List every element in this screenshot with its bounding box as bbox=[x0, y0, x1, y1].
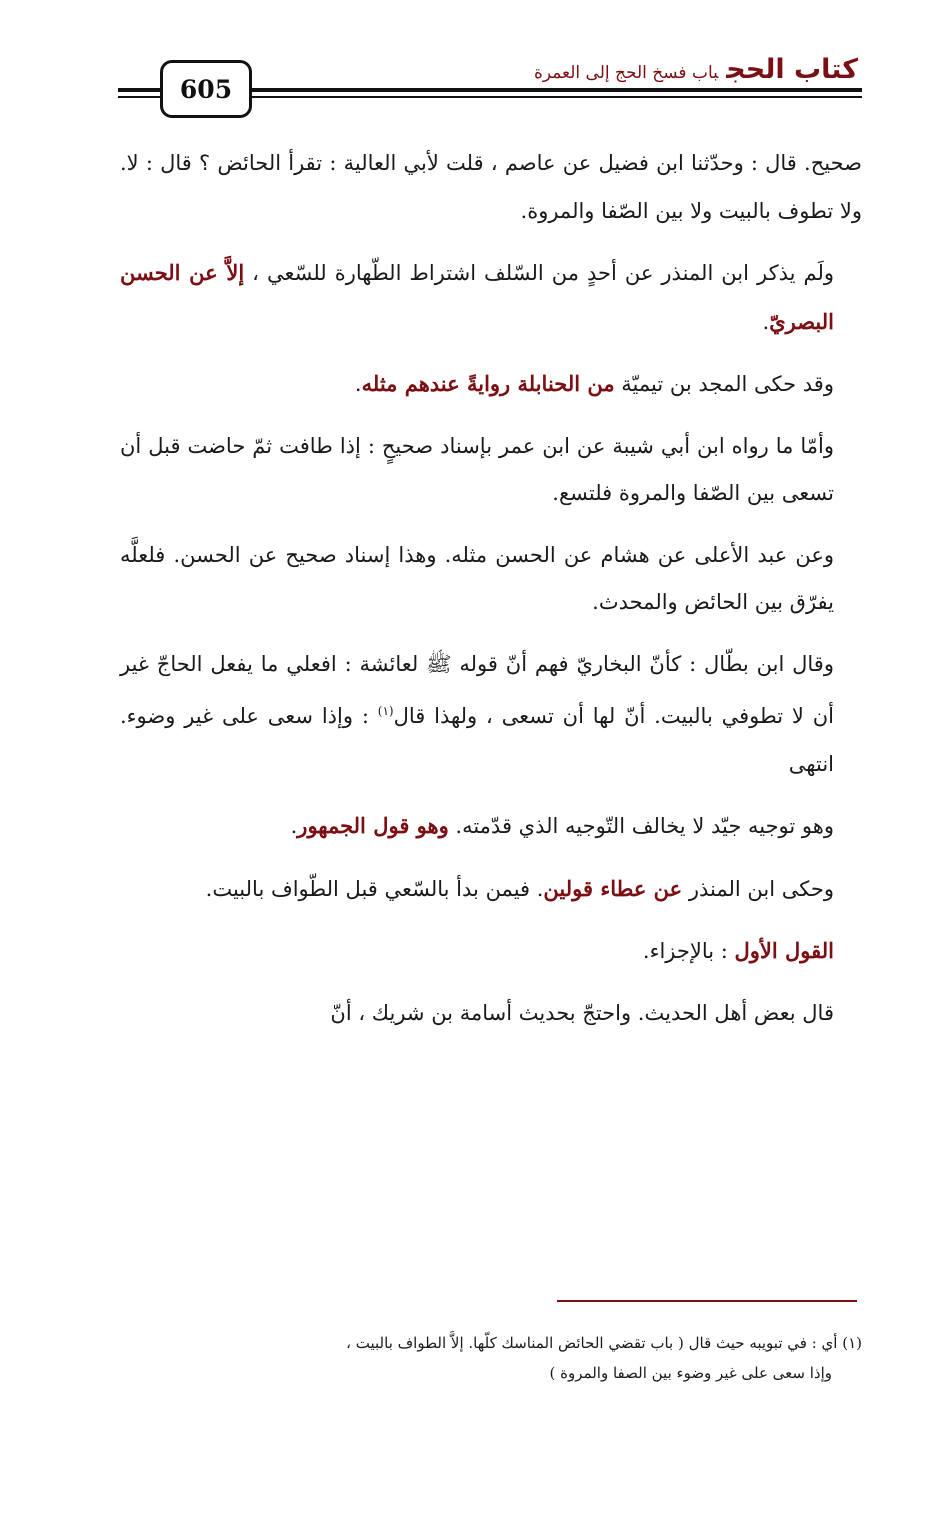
paragraph-5: وعن عبد الأعلى عن هشام عن الحسن مثله. وهذا إسناد صحيح عن الحسن. فلعلَّه يفرّق بين الحائض والمحدث. bbox=[120, 542, 834, 614]
paragraph-8-highlight: عن عطاء قولين bbox=[543, 875, 683, 901]
paragraph-7-highlight: وهو قول الجمهور bbox=[297, 813, 449, 838]
paragraph-8-text: وحكى ابن المنذر bbox=[682, 876, 834, 901]
paragraph-8 bbox=[120, 865, 862, 914]
footnote bbox=[120, 1328, 862, 1388]
paragraph-7 bbox=[120, 802, 862, 851]
paragraph-6-text: وقال ابن بطّال : كأنّ البخاريّ فهم أنّ قوله ﷺ لعائشة : افعلي ما يفعل الحاجّ غير أن لا تطوفي بالبيت. أنّ لها أن تسعى ، ولهذا قال bbox=[120, 651, 834, 728]
paragraph-8-end: . فيمن بدأ بالسّعي قبل الطّواف بالبيت. bbox=[205, 876, 544, 901]
chapter-title: باب فسخ الحج إلى العمرة bbox=[533, 63, 719, 83]
paragraph-7-text: وهو توجيه جيّد لا يخالف التّوجيه الذي قدّمته. bbox=[448, 814, 834, 838]
paragraph-2-end: . bbox=[762, 309, 770, 334]
paragraph-3-text: وقد حكى المجد بن تيميّة bbox=[614, 372, 834, 396]
main-text bbox=[120, 140, 862, 1051]
footnote-line-1: (١) أي : في تبويبه حيث قال ( باب تقضي الحائض المناسك كلّها. إلاَّ الطواف بالبيت ، bbox=[346, 1334, 862, 1352]
page-header bbox=[118, 48, 862, 128]
paragraph-9-text: : بالإجزاء. bbox=[642, 939, 735, 963]
paragraph-7-end: . bbox=[290, 814, 298, 838]
footnote-separator bbox=[557, 1300, 857, 1302]
paragraph-3-highlight: من الحنابلة روايةً عندهم مثله bbox=[361, 371, 615, 396]
paragraph-3-end: . bbox=[354, 372, 362, 396]
paragraph-1: صحيح. قال : وحدّثنا ابن فضيل عن عاصم ، قلت لأبي العالية : تقرأ الحائض ؟ قال : لا. ولا تطوف بالبيت ولا بين الصّفا والمروة. bbox=[120, 151, 862, 223]
paragraph-9-highlight: القول الأول bbox=[734, 938, 834, 963]
footnote-marker[interactable]: (١) bbox=[377, 704, 394, 718]
paragraph-2-text: ولَم يذكر ابن المنذر عن أحدٍ من السّلف اشتراط الطّهارة للسّعي ، bbox=[244, 261, 834, 285]
header-titles bbox=[534, 54, 858, 85]
paragraph-9 bbox=[120, 927, 862, 976]
paragraph-10: قال بعض أهل الحديث. واحتجّ بحديث أسامة بن شريك ، أنّ bbox=[330, 1000, 834, 1025]
footnote-line-2: وإذا سعى على غير وضوء بين الصفا والمروة ) bbox=[549, 1364, 832, 1382]
paragraph-4: وأمّا ما رواه ابن أبي شيبة عن ابن عمر بإسناد صحيحٍ : إذا طافت ثمّ حاضت قبل أن تسعى بين الصّفا والمروة فلتسع. bbox=[120, 433, 834, 505]
paragraph-3 bbox=[120, 360, 862, 409]
book-title: كتاب الحج bbox=[726, 54, 858, 85]
paragraph-2 bbox=[120, 249, 862, 346]
paragraph-2-highlight: إلاَّ عن الحسن البصريّ bbox=[120, 260, 834, 334]
paragraph-6 bbox=[120, 641, 862, 789]
paragraph-6-end: : وإذا سعى على غير وضوء. انتهى bbox=[120, 704, 834, 776]
page-number: 605 bbox=[160, 60, 252, 118]
